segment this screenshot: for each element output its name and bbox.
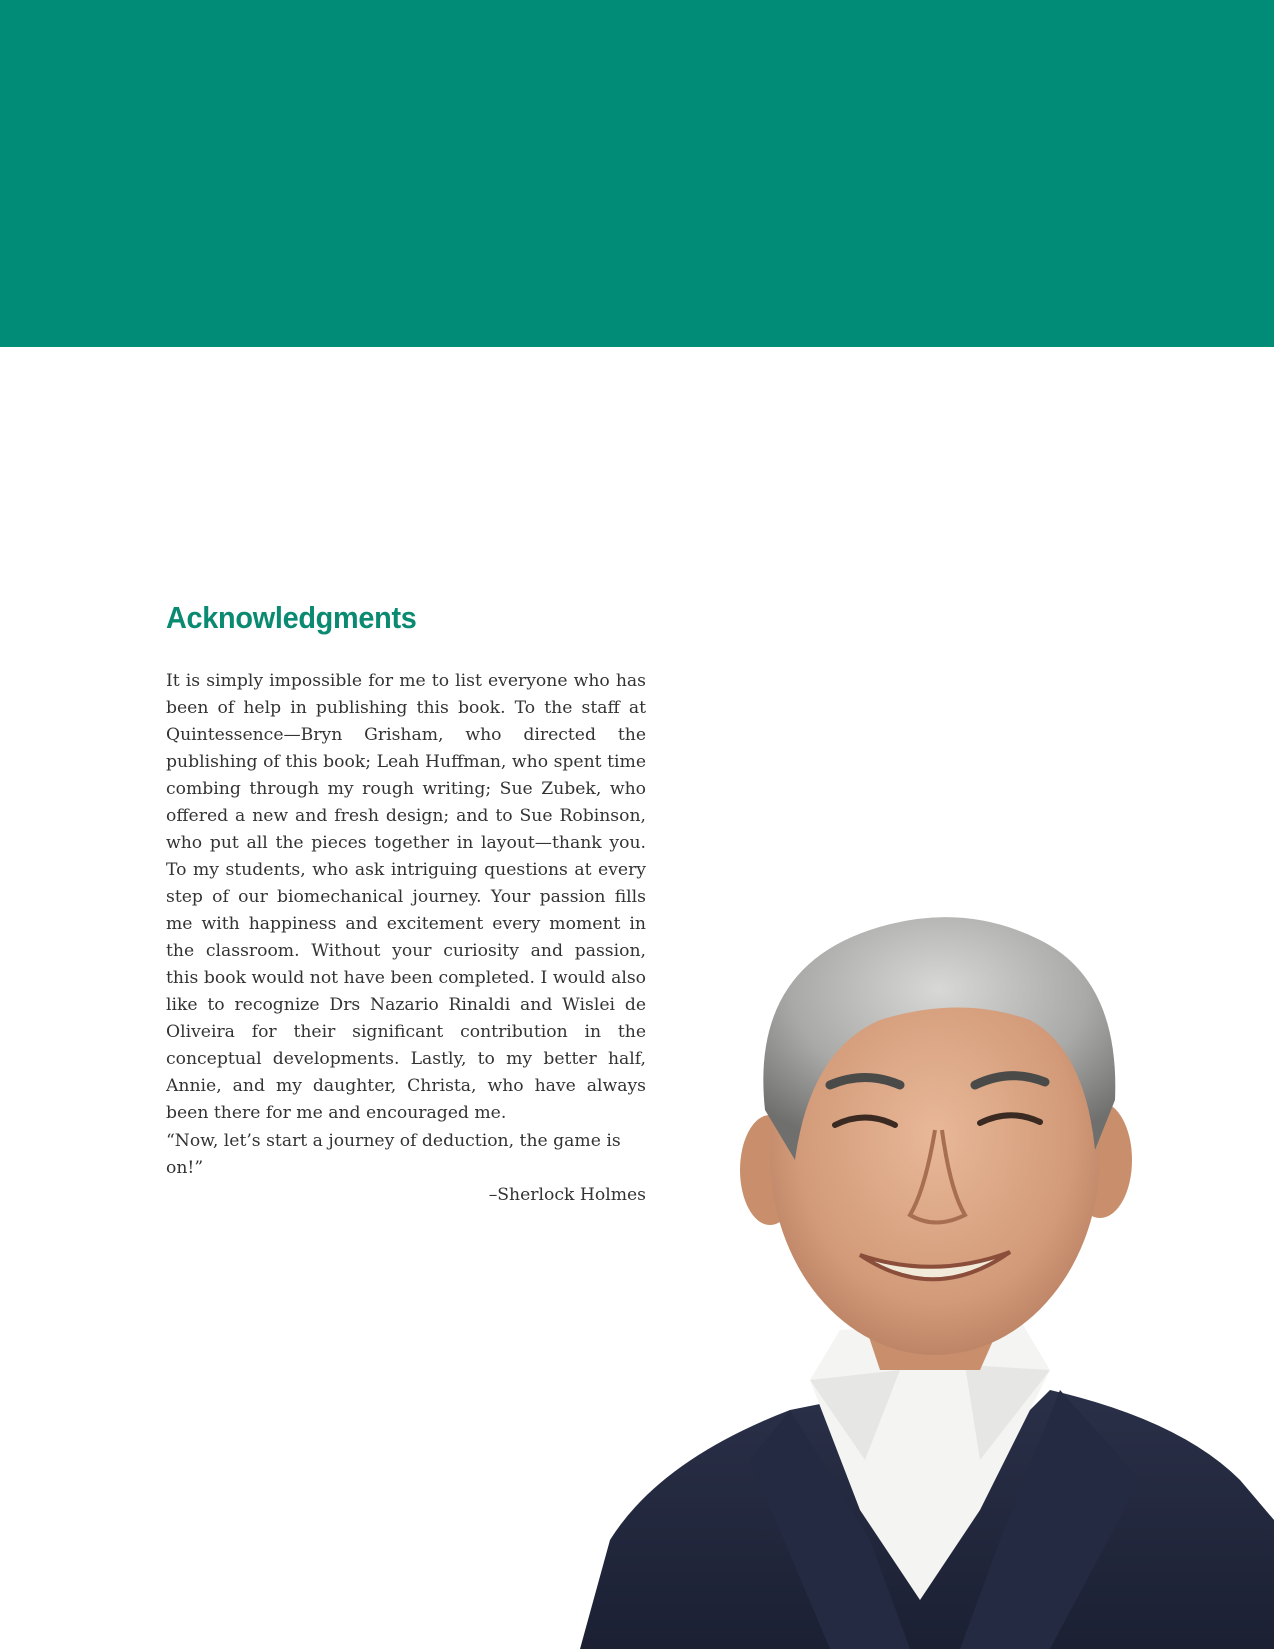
quote-text: “Now, let’s start a journey of deduction, the game is on!” bbox=[166, 1131, 621, 1178]
quote-attribution: –Sherlock Holmes bbox=[488, 1185, 646, 1205]
header-color-band bbox=[0, 0, 1274, 347]
closing-quote bbox=[166, 1128, 646, 1209]
acknowledgments-paragraph: It is simply impossible for me to list everyone who has been of help in publishing this book. To the staff at Quintessence—Bryn Grisham, who directed the publishing of this book; Leah Huffman, who spent time combing through my rough writing; Sue Zubek, who offered a new and fresh design; and to Sue Robinson, who put all the pieces together in layout—thank you. To my students, who ask intriguing questions at every step of our biomechanical journey. Your passion fills me with happiness and excitement every moment in the classroom. Without your curiosity and passion, this book would not have been completed. I would also like to recognize Drs Nazario Rinaldi and Wislei de Oliveira for their significant contribution in the conceptual developments. Lastly, to my better half, Annie, and my daughter, Christa, who have always been there for me and encouraged me. bbox=[166, 671, 646, 1123]
author-portrait bbox=[580, 900, 1274, 1649]
page-title: Acknowledgments bbox=[166, 600, 417, 635]
